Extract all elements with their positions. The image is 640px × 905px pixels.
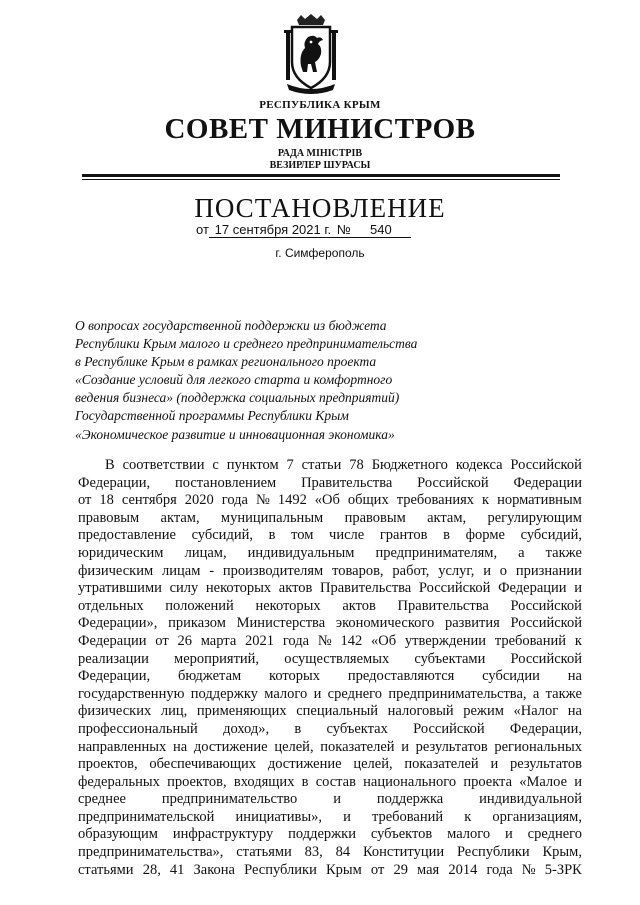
title-line: «Экономическое развитие и инновационная экономика» [75,426,395,442]
body-line: среднее предпринимательство и поддержка индивидуальной [78,791,582,808]
header-divider-thick [82,174,560,177]
decree-number: 540 [351,222,411,238]
title-line: О вопросах государственной поддержки из бюджета [75,318,387,333]
body-line: федеральных проектов, входящих в состав национального проекта «Малое и [78,773,582,790]
body-line: юридическим лицам, индивидуальным предпринимателям, а также [78,544,582,561]
body-line: предпринимательства», статьями 83, 84 Конституции Республики Крым, [78,844,582,861]
date-prefix: от [196,222,209,237]
body-line: проектов, обеспечивающих достижение целей, показателей и результатов [78,756,582,773]
title-line: в Республике Крым в рамках регионального проекта [75,354,377,370]
body-line: профессиональный доход», в субъектах Российской Федерации, [78,720,582,737]
title-line: Республики Крым малого и среднего предпринимательства [75,336,418,352]
document-type: ПОСТАНОВЛЕНИЕ [194,193,446,223]
body-line: правовым актам, муниципальным правовым актам, регулирующим [78,509,582,526]
body-line: Федерации, постановлением Правительства Российской Федерации [78,474,582,491]
body-line: В соответствии с пунктом 7 статьи 78 Бюджетного кодекса Российской [105,457,582,473]
body-line: статьями 28, 41 Закона Республики Крым от 29 мая 2014 года № 5-ЗРК [78,861,582,878]
decree-title [75,317,495,444]
decree-city: г. Симферополь [275,246,365,260]
title-line: «Создание условий для легкого старта и комфортного [75,372,393,388]
body-line: предоставление субсидий, в том числе грантов в форме субсидий, [78,527,582,544]
body-line: образующим инфраструктуру поддержки субъектов малого и среднего [78,826,582,843]
body-line: направленных на достижение целей, показателей и результатов региональных [78,738,582,755]
header-divider-thin [82,179,560,180]
body-line: физическим лицам - производителям товаров, работ, услуг, и о признании [78,562,582,579]
decree-date: 17 сентября 2021 г. [209,222,337,238]
body-line: отдельных положений некоторых актов Правительства Российской [78,597,582,614]
council-name: СОВЕТ МИНИСТРОВ [164,113,476,145]
decree-date-line [196,222,411,238]
title-line: ведения бизнеса» (поддержка социальных предприятий) [75,390,400,406]
body-line: Федерации, бюджетам которых предоставляются субсидии на [78,668,582,685]
number-sign: № [336,222,351,237]
decree-body [78,457,582,879]
body-line: реализации мероприятий, осуществляемых субъектами Российской [78,650,582,667]
republic-name: РЕСПУБЛИКА КРЫМ [259,99,381,111]
body-line: Федерации», приказом Министерства экономического развития Российской [78,615,582,632]
body-line: предпринимательской инициативы», и требований к организациям, [78,808,582,825]
coat-of-arms-icon [283,14,339,94]
body-line: утратившими силу некоторых актов Правительства Российской Федерации и [78,580,582,597]
council-name-ukrainian: РАДА МІНІСТРІВ [277,148,363,159]
body-line: Федерации от 26 марта 2021 года № 142 «Об утверждении требований к [78,632,582,649]
body-line: физических лиц, применяющих специальный налоговый режим «Налог на [78,703,582,720]
body-line: от 18 сентября 2020 года № 1492 «Об общих требованиях к нормативным [78,492,582,509]
council-name-crimean-tatar: ВЕЗИРЛЕР ШУРАСЫ [269,160,371,171]
title-line: Государственной программы Республики Крым [75,408,349,424]
body-line: государственную поддержку малого и среднего предпринимательства, а также [78,685,582,702]
